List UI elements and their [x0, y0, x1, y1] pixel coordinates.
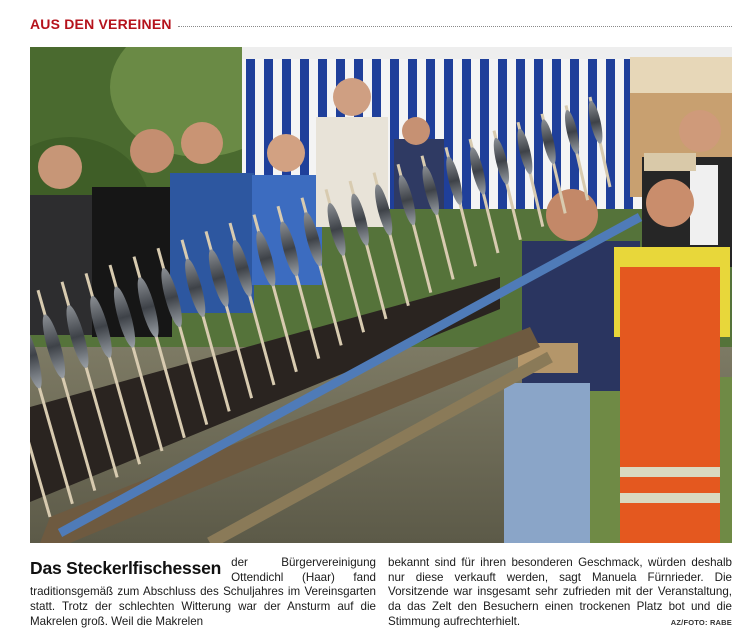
- caption-column-1: [30, 556, 376, 630]
- caption-text-2: bekannt sind für ihren besonderen Geschmack, würden deshalb nur diese verkauft werden, sagt Manuela Fürnrieder. Die Vorsitzende war insgesamt sehr zufrieden mit der Veranstaltung, da das Zelt den Besuchern einen trockenen Platz bot und die Stimmung aufrechterhielt.: [388, 556, 732, 628]
- article-headline: Das Steckerlfischessen: [30, 558, 222, 578]
- section-header: [30, 12, 732, 36]
- photo-illustration: [30, 47, 732, 543]
- dotted-rule: [178, 26, 732, 27]
- caption-text-1: der Bürgervereinigung Ottendichl (Haar) fand traditionsgemäß zum Abschluss des Schuljahres im Vereinsgarten statt. Trotz der schlechten Witterung war der Ansturm auf die Makrelen groß. Weil die Makrelen: [30, 556, 376, 628]
- photo-credit: AZ/FOTO: RABE: [670, 618, 732, 627]
- article-photo: [30, 47, 732, 543]
- article-caption: [30, 556, 732, 628]
- section-title: AUS DEN VEREINEN: [30, 16, 172, 32]
